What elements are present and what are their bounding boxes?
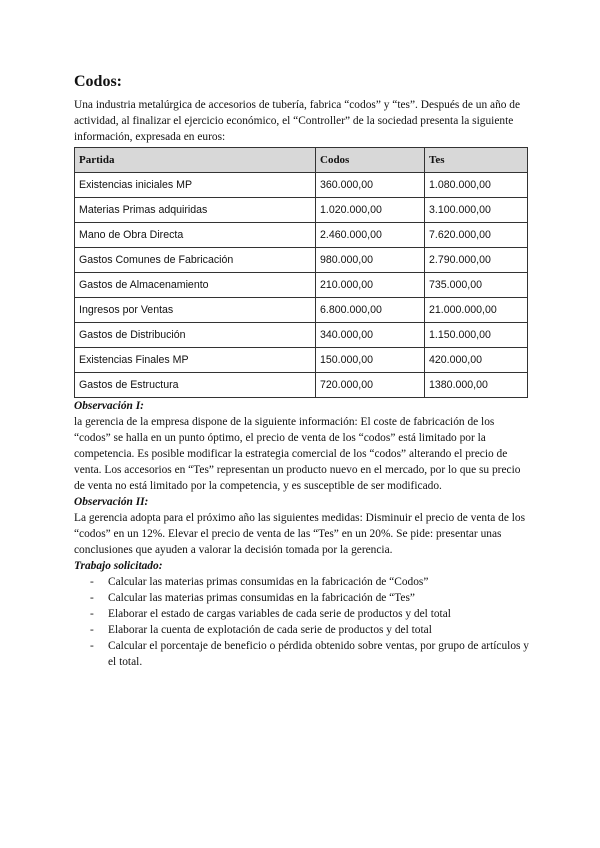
table-row [75, 223, 528, 248]
document-page [74, 72, 530, 670]
intro-paragraph: Una industria metalúrgica de accesorios de tubería, fabrica “codos” y “tes”. Después de un año de actividad, al finalizar el ejercicio económico, el “Controller” de la sociedad presenta la siguiente información, expresada en euros: [74, 99, 521, 143]
table-cell: Gastos de Distribución [75, 323, 316, 348]
work-requested-heading: Trabajo solicitado: [74, 560, 163, 572]
bullet-dash: - [90, 576, 94, 588]
table-cell: Mano de Obra Directa [75, 223, 316, 248]
page-title: Codos: [74, 73, 123, 90]
data-table [74, 147, 528, 398]
table-row [75, 348, 528, 373]
table-cell: Ingresos por Ventas [75, 298, 316, 323]
list-item [74, 606, 530, 622]
list-item-text: Calcular el porcentaje de beneficio o pérdida obtenido sobre ventas, por grupo de artículos y el total. [108, 640, 529, 668]
table-cell: 2.460.000,00 [316, 223, 425, 248]
table-row [75, 248, 528, 273]
list-item [74, 590, 530, 606]
list-item-text: Elaborar la cuenta de explotación de cada serie de productos y del total [108, 624, 432, 636]
table-cell: Existencias iniciales MP [75, 173, 316, 198]
table-header-row [75, 148, 528, 173]
list-item [74, 638, 530, 670]
table-cell: 720.000,00 [316, 373, 425, 398]
bullet-dash: - [90, 608, 94, 620]
table-cell: 6.800.000,00 [316, 298, 425, 323]
table-row [75, 373, 528, 398]
table-cell: 150.000,00 [316, 348, 425, 373]
table-row [75, 273, 528, 298]
work-requested-list [74, 574, 530, 670]
bullet-dash: - [90, 624, 94, 636]
table-row [75, 198, 528, 223]
observation-1-text: la gerencia de la empresa dispone de la siguiente información: El coste de fabricación de los “codos” se halla en un punto óptimo, el precio de venta de los “codos” está limitado por la competencia. Es posible modificar la estrategia comercial de los “codos” alterando el precio de venta. Los accesorios en “Tes” representan un producto nuevo en el mercado, por lo que su precio de venta no está limitado por la competencia, y es susceptible de ser modificado. [74, 416, 521, 492]
table-cell: 21.000.000,00 [425, 298, 528, 323]
table-cell: 1.080.000,00 [425, 173, 528, 198]
observation-1-heading: Observación I: [74, 400, 144, 412]
table-cell: 1.020.000,00 [316, 198, 425, 223]
table-row [75, 323, 528, 348]
table-cell: 2.790.000,00 [425, 248, 528, 273]
list-item-text: Calcular las materias primas consumidas en la fabricación de “Codos” [108, 576, 429, 588]
table-cell: Materias Primas adquiridas [75, 198, 316, 223]
table-cell: 7.620.000,00 [425, 223, 528, 248]
table-cell: 360.000,00 [316, 173, 425, 198]
table-cell: 1.150.000,00 [425, 323, 528, 348]
list-item-text: Calcular las materias primas consumidas en la fabricación de “Tes” [108, 592, 415, 604]
observation-2-heading: Observación II: [74, 496, 149, 508]
list-item [74, 574, 530, 590]
table-cell: 1380.000,00 [425, 373, 528, 398]
column-header-tes: Tes [425, 148, 528, 173]
table-row [75, 173, 528, 198]
table-cell: Gastos de Almacenamiento [75, 273, 316, 298]
table-cell: Gastos de Estructura [75, 373, 316, 398]
table-cell: 420.000,00 [425, 348, 528, 373]
table-cell: 980.000,00 [316, 248, 425, 273]
list-item [74, 622, 530, 638]
list-item-text: Elaborar el estado de cargas variables de cada serie de productos y del total [108, 608, 451, 620]
table-cell: 210.000,00 [316, 273, 425, 298]
bullet-dash: - [90, 592, 94, 604]
table-cell: 3.100.000,00 [425, 198, 528, 223]
table-cell: 340.000,00 [316, 323, 425, 348]
table-row [75, 298, 528, 323]
table-cell: 735.000,00 [425, 273, 528, 298]
table-cell: Gastos Comunes de Fabricación [75, 248, 316, 273]
column-header-partida: Partida [75, 148, 316, 173]
observation-2-text: La gerencia adopta para el próximo año las siguientes medidas: Disminuir el precio de venta de los “codos” en un 12%. Elevar el precio de venta de las “Tes” en un 20%. Se pide: presentar unas conclusiones que ayuden a valorar la decisión tomada por la gerencia. [74, 512, 526, 556]
column-header-codos: Codos [316, 148, 425, 173]
table-cell: Existencias Finales MP [75, 348, 316, 373]
bullet-dash: - [90, 640, 94, 652]
